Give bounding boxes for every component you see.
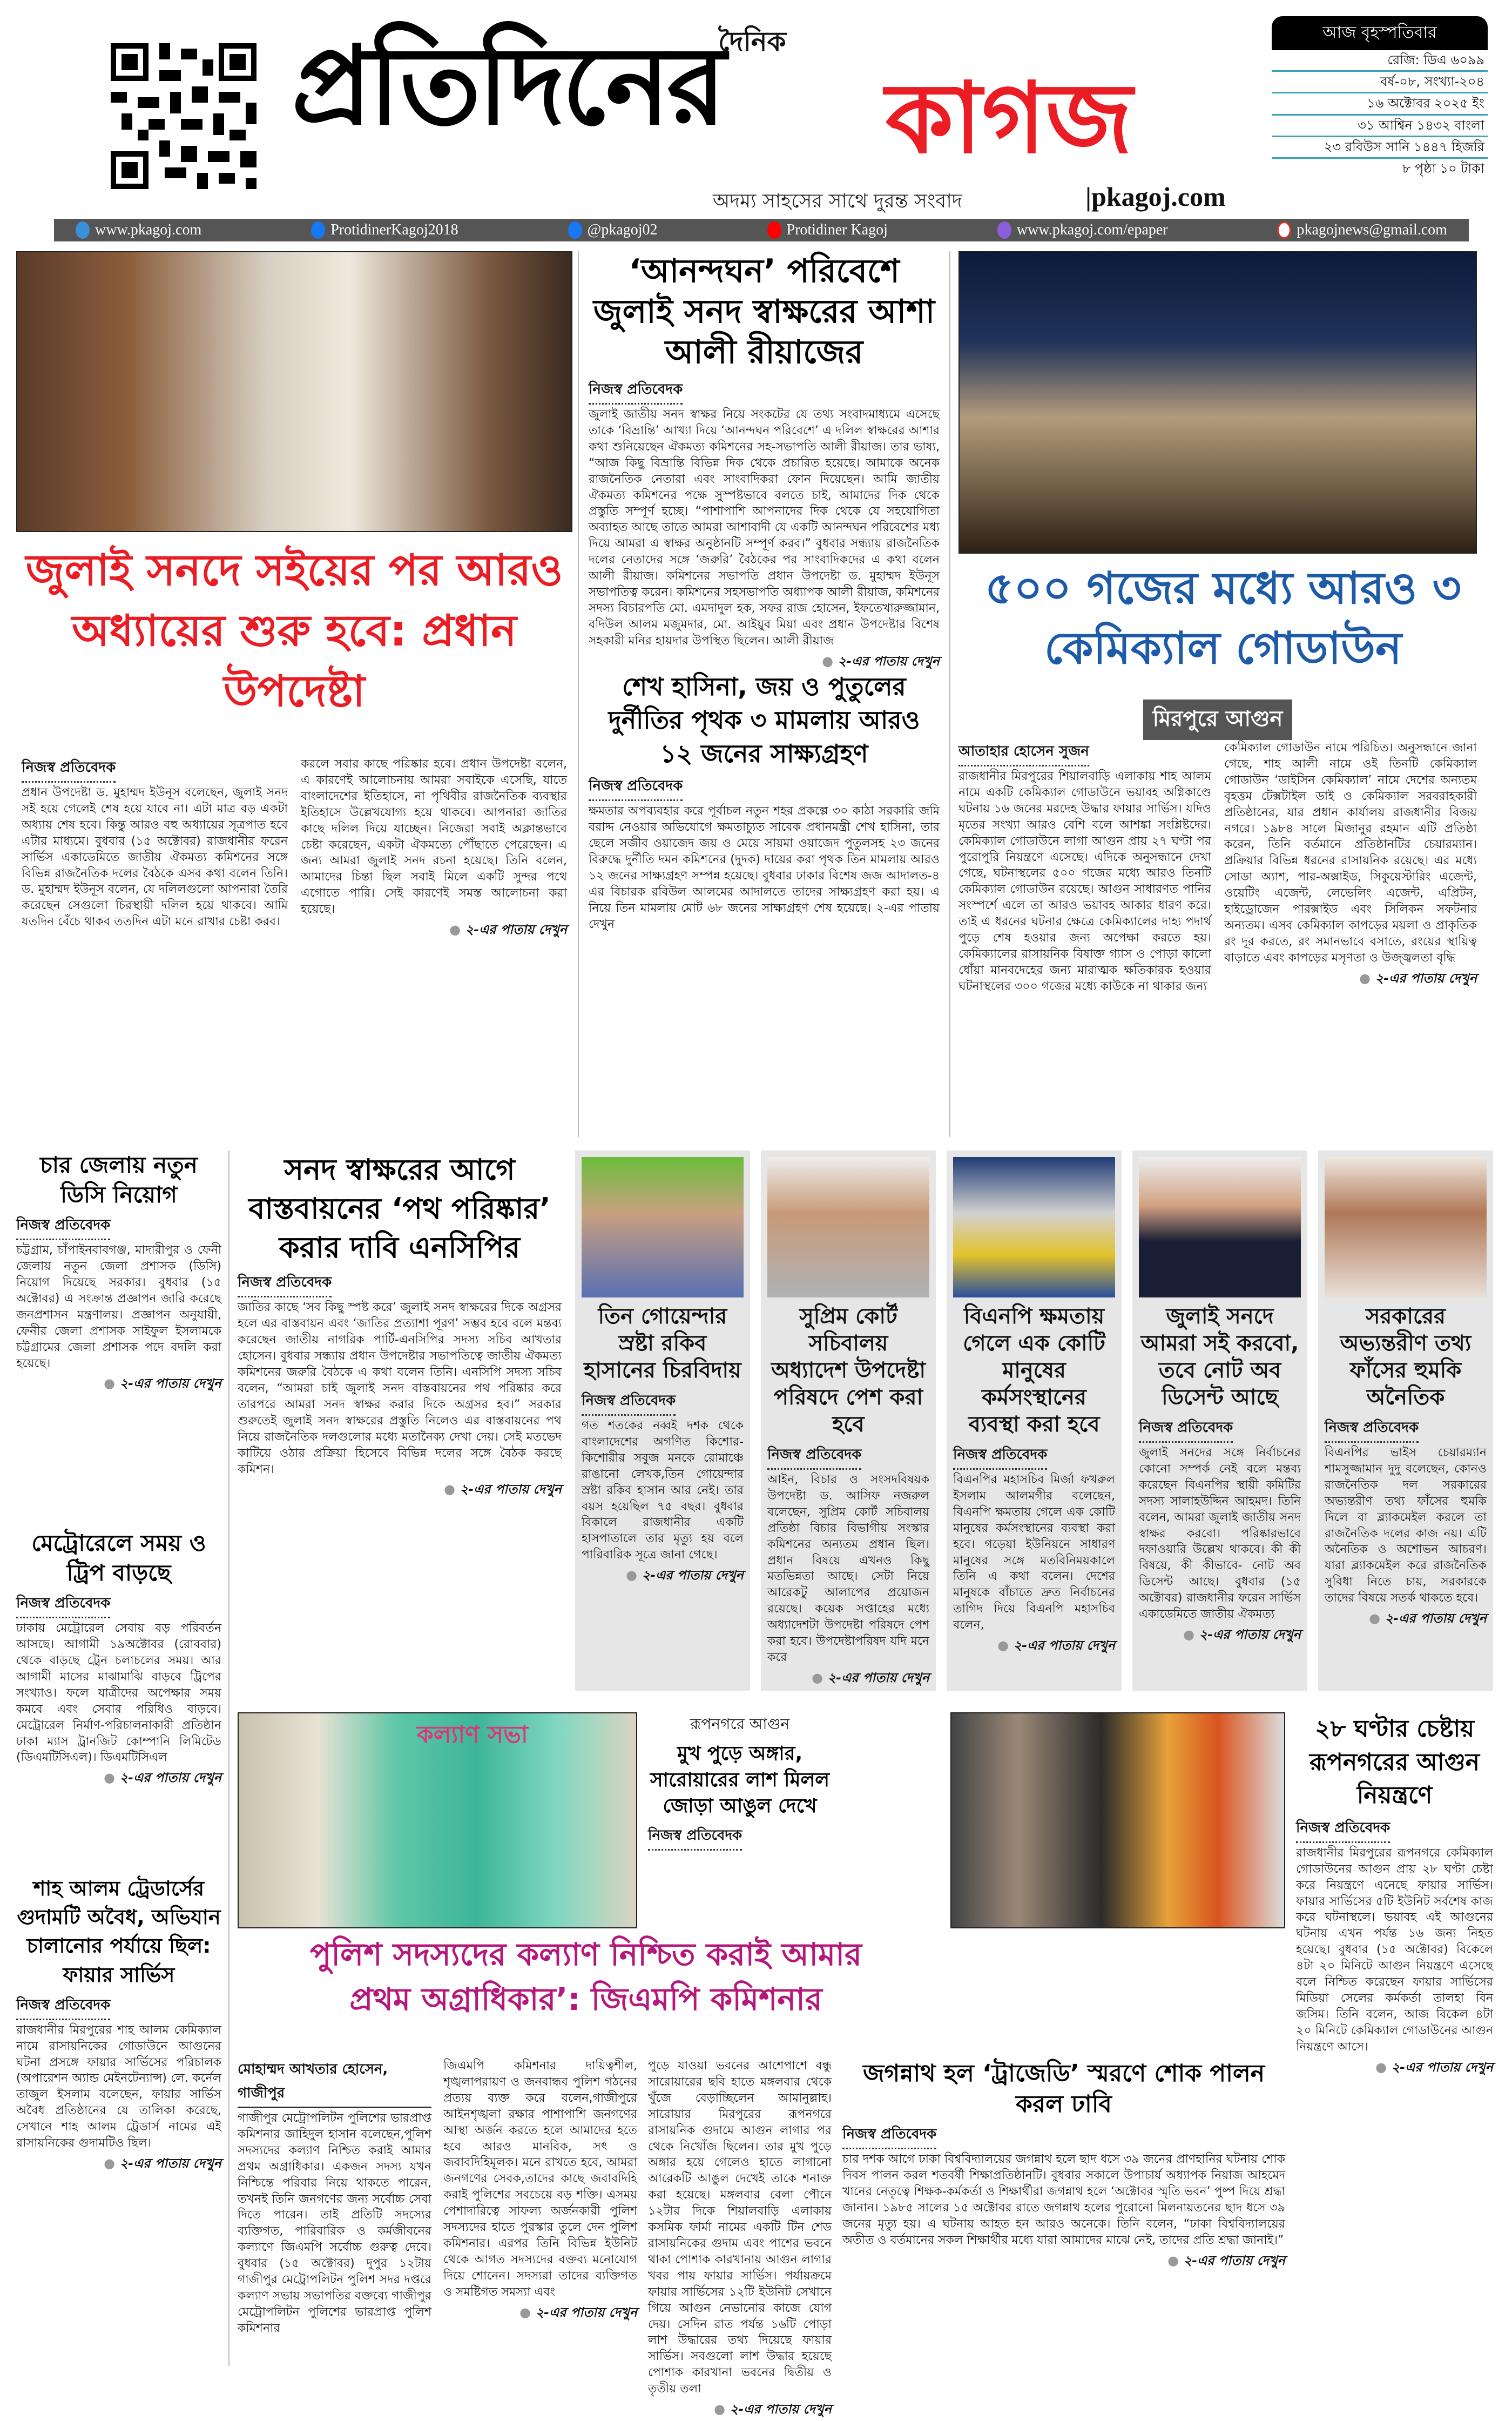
ncp-body: জাতির কাছে ‘সব কিছু স্পষ্ট করে’ জুলাই সনদ স্বাক্ষরের দিকে অগ্রসর হলে এর বাস্তবায়ন এবং ‘জাতির প্রত্যাশা পূরণ’ সম্ভব হবে বলে মন্তব্য করেছেন জাতীয় নাগরিক পার্টি-এনসিপির সদস্য সচিব আখতার হোসেন। বুধবার সন্ধ্যায় প্রধান উপদেষ্টার সভাপতিত্বে জাতীয় ঐকমত্য কমিশনের জরুরি বৈঠকে এ কথা বলেন তিনি। এনসিপি সদস্য সচিব বলেন, “আমরা চাই জুলাই সনদ বাস্তবায়নের পথ পরিষ্কার করে তারপরে আমরা সনদ স্বাক্ষর করার দিকে অগ্রসর হব।” সরকার শুরুতেই জুলাই সনদ স্বাক্ষরের প্রস্তুতি নিলেও এর বাস্তবায়নের পথ নিয়ে রাজনৈতিক দলগুলোর মধ্যে মতানৈক্য দেখা দেয়। সেই মতভেদ কাটিয়ে ওঠার প্রক্রিয়া হিসেবে বিভিন্ন দলের সঙ্গে বৈঠক করছে কমিশন। bbox=[238, 1301, 562, 1476]
metro-body: ঢাকায় মেট্রোরেল সেবায় বড় পরিবর্তন আসছে। আগামী ১৯অক্টোবর (রোববার) থেকে বাড়ছে ট্রেন চলাচলের সময়। আর আগামী মাসের মাঝামাঝি বাড়বে ট্রিপের সংখ্যাও। ফলে যাত্রীদের অপেক্ষার সময় কমবে এবং সেবার পরিধিও বাড়বে। মেট্রোরেল নির্মাণ-পরিচালনাকারী প্রতিষ্ঠান ঢাকা ম্যাস ট্রানজিট কোম্পানি লিমিটেড (ডিএমটিসিএল)। ডিএমটিসিএল bbox=[16, 1622, 221, 1765]
lead-body-col2: করলে সবার কাছে পরিষ্কার হবে। প্রধান উপদেষ্টা বলেন, এ কারণেই আলোচনায় আমরা সবাইকে এসেছি, যাতে বাংলাদেশের ইতিহাসে, না পৃথিবীর রাজনৈতিক ব্যবস্থার ইতিহাসে উল্লেখযোগ্য হয়ে থাকবে। আপনারা জাতির কাছে দলিল দিয়ে যাচ্ছেন। নিজেরা সবাই অক্লান্তভাবে চেষ্টা করেছেন, একটা ঐকমত্যে পৌঁছাতে পেরেছেন। এ জন্য আমরা জুলাই সনদ রচনা হয়েছে। তিনি বলেন, আমাদের চিন্তা ছিল সবাই মিলে একটি সুন্দর পথে এগোতে পারি। সেই কারণেই সমস্ত আলোচনা করা হয়েছে। bbox=[301, 757, 567, 917]
shahalam-body: রাজধানীর মিরপুরের শাহ আলম কেমিক্যাল নামে রাসায়নিকের গোডাউনে আগুনের ঘটনা প্রসঙ্গে ফায়ার সার্ভিসের পরিচালক (অপারেশন অ্যান্ড মেইনটেন্যান্স) লে. কর্নেল তাজুল ইসলাম বলেছেন, ফায়ার সার্ভিস অবৈধ প্রতিষ্ঠানের যে তালিকা করেছে, সেখানে শাহ আলম ট্রেডার্স নামের এই রাসায়নিকের গুদামটিও ছিল। bbox=[16, 2023, 221, 2150]
mirpur-fire-tag: মিরপুরে আগুন bbox=[1143, 700, 1293, 740]
card-byline: নিজস্ব প্রতিবেদক bbox=[767, 1443, 861, 1470]
anandaghan-body: জুলাই জাতীয় সনদ স্বাক্ষর নিয়ে সংকটের যে তথ্য সংবাদমাধ্যমে এসেছে তাকে ‘বিভ্রান্তি’ আখ্যা দিয়ে ‘আনন্দঘন পরিবেশে’ এ দলিল স্বাক্ষরের আশার কথা শুনিয়েছেন ঐকমত্য কমিশনের সহ-সভাপতি আলী রীয়াজ। তার ভাষ্য, “আজ কিছু বিভ্রান্তি বিভিন্ন দিক থেকে প্রচারিত হয়েছে। আমাকে অনেক রাজনৈতিক নেতারা এবং সাংবাদিকরা ফোন দিয়েছেন। আমি জাতীয় ঐকমত্য কমিশনের পক্ষে সুস্পষ্টভাবে বলতে চাই, আমাদের দিক থেকে প্রস্তুতি সম্পূর্ণ হচ্ছে। “পাশাপাশি আপনাদের দিক থেকে যে সহযোগিতা অব্যাহত আছে তাতে আমরা আশাবাদী যে একটি আনন্দঘন পরিবেশের মধ্য দিয়ে আমরা এ স্বাক্ষর অনুষ্ঠানটি সম্পূর্ণ করব।” বুধবার সন্ধ্যায় রাজনৈতিক দলের নেতাদের সঙ্গে ‘জরুরি’ বৈঠকের পর সাংবাদিকদের এ কথা বলেন আলী রীয়াজ। কমিশনের সভাপতি প্রধান উপদেষ্টা ড. মুহাম্মদ ইউনূস সভাপতিত্ব করেন। কমিশনের সহসভাপতি অধ্যাপক আলী রীয়াজ, কমিশনের সদস্য বিচারপতি মো. এমদাদুল হক, সফর রাজ হোসেন, ইফতেখারুজ্জামান, বদিউল আলম মজুমদার, মো. আইয়ুব মিয়া এবং প্রধান উপদেষ্টার বিশেষ সহকারী মনির হায়দার উপস্থিত ছিলেন। আলী রীয়াজ bbox=[589, 408, 940, 648]
shahalam-headline: শাহ আলম ট্রেডার্সের গুদামটি অবৈধ, অভিযান চালানোর পর্যায়ে ছিল: ফায়ার সার্ভিস bbox=[17, 1877, 221, 1987]
epaper-icon bbox=[997, 221, 1011, 239]
card-photo bbox=[1325, 1157, 1487, 1297]
card-info-leak bbox=[1318, 1151, 1493, 1691]
anandaghan-story bbox=[589, 251, 940, 669]
card-body: আইন, বিচার ও সংসদবিষয়ক উপদেষ্টা ড. আসিফ নজরুল বলেছেন, সুপ্রিম কোর্ট সচিবালয় প্রতিষ্ঠা বিচার বিভাগীয় সংস্কার কমিশনের অন্যতম প্রধান ছিল। প্রধান বিষয়ে এখনও কিছু মতভিন্নতা আছে। সেটা নিয়ে আরেকটু আলাপের প্রয়োজন রয়েছে। কয়েক সপ্তাহের মধ্যে অধ্যাদেশটা উপদেষ্টা পরিষদে পেশ করা হবে। উপদেষ্টাপরিষদ যদি মনে করে bbox=[767, 1473, 929, 1664]
jagannath-headline: জগন্নাথ হল ‘ট্রাজেডি’ স্মরণে শোক পালন করল ঢাবি bbox=[863, 2060, 1265, 2119]
jagannath-body: চার দশক আগে ঢাকা বিশ্ববিদ্যালয়ের জগন্নাথ হলে ছাদ ধসে ৩৯ জনের প্রাণহানির ঘটনায় শোক দিবস পালন করল শতবর্ষী শিক্ষাপ্রতিষ্ঠানটি। বুধবার সকালে উপাচার্য অধ্যাপক নিয়াজ আহমেদ খানের নেতৃত্বে শিক্ষক-কর্মকর্তা ও শিক্ষার্থীরা জগন্নাথ হলে ‘অক্টোবর স্মৃতি ভবন’ পুষ্প দিয়ে শ্রদ্ধা জানান। ১৯৮৫ সালের ১৫ অক্টোবর রাতে জগন্নাথ হলের পুরোনো মিলনায়তনের ছাদ ধসে ৩৯ জনের মৃত্যু হয়। এ ঘটনায় আহত হন আরও অনেকে। তিনি বলেন, “ঢাকা বিশ্ববিদ্যালয়ের অতীত ও বর্তমানের সকল শিক্ষার্থীর মধ্যে যারা আমাদের মাঝে নেই, তাদের প্রতি শ্রদ্ধা জানাই।” bbox=[842, 2153, 1285, 2247]
gmail-icon bbox=[1277, 221, 1291, 239]
dc-continue-link[interactable]: ● ২-এর পাতায় দেখুন bbox=[16, 1374, 221, 1395]
card-continue-link[interactable]: ● ২-এর পাতায় দেখুন bbox=[767, 1668, 929, 1690]
card-headline: সুপ্রিম কোর্ট সচিবালয় অধ্যাদেশ উপদেষ্টা পরিষদে পেশ করা হবে bbox=[771, 1304, 926, 1437]
card-body: গত শতকের নব্বই দশক থেকে বাংলাদেশের অগণিত কিশোর-কিশোরীর সবুজ মনকে রোমাঞ্চে রাঙানো লেখক,তিন গোয়েন্দার স্রষ্টা রকিব হাসান আর নেই। তার বয়স হয়েছিল ৭৫ বছর। বুধবার বিকালে রাজধানীর একটি হাসপাতালে তার মৃত্যু হয় বলে পারিবারিক সূত্রে জানা গেছে। bbox=[582, 1419, 744, 1562]
metro-story bbox=[16, 1529, 221, 1864]
metro-headline: মেট্রোরেলে সময় ও ট্রিপ বাড়ছে bbox=[31, 1530, 206, 1586]
social-link-website[interactable]: www.pkagoj.com bbox=[76, 221, 201, 239]
card-headline: বিএনপি ক্ষমতায় গেলে এক কোটি মানুষের কর্মসংস্থানের ব্যবস্থা করা হবে bbox=[963, 1304, 1105, 1437]
ncp-story bbox=[238, 1151, 562, 1702]
28hours-story bbox=[1296, 1712, 1493, 2366]
social-link-youtube[interactable]: Protidiner Kagoj bbox=[767, 221, 888, 239]
jagannath-byline: নিজস্ব প্রতিবেদক bbox=[842, 2123, 936, 2149]
dc-body: চট্টগ্রাম, চাঁপাইনবাবগঞ্জ, মাদারীপুর ও ফেনী জেলায় নতুন জেলা প্রশাসক (ডিসি) নিয়োগ দিয়েছে সরকার। বুধবার (১৫ অক্টোবর) এ সংক্রান্ত প্রজ্ঞাপন জারি করেছে জনপ্রশাসন মন্ত্রণালয়। প্রজ্ঞাপন অনুযায়ী, ফেনীর জেলা প্রশাসক সাইফুল ইসলামকে চট্টগ্রামের জেলা প্রশাসক পদে বদলি করা হয়েছে। bbox=[16, 1243, 221, 1370]
police-body-col2: জিএমপি কমিশনার দায়িত্বশীল, শৃঙ্খলাপরায়ণ ও জনবান্ধব পুলিশ গঠনের প্রত্যয় ব্যক্ত করে বলেন,গাজীপুরে আইনশৃঙ্খলা রক্ষার পাশাপাশি জনগণের আস্থা অর্জন করতে হলে আমাদের হতে হবে আরও মানবিক, সৎ ও জবাবদিহিমূলক। মনে রাখতে হবে, আমরা জনগণের সেবক,তাদের কাছে জবাবদিহি করাই পুলিশের সবচেয়ে বড় শক্তি। এসময় পেশাদারিত্বে সাফল্য অর্জনকারী পুলিশ সদস্যদের হাতে পুরস্কার তুলে দেন পুলিশ কমিশনার। এরপর তিনি বিভিন্ন ইউনিট থেকে আগত সদস্যদের বক্তব্য মনোযোগ দিয়ে শোনেন। সদস্যরা তাদের ব্যক্তিগত ও সমষ্টিগত সমস্যা এবং bbox=[443, 2059, 637, 2299]
rupnagar-body-wrap bbox=[648, 2058, 832, 2417]
qr-code bbox=[105, 38, 262, 194]
hasina-byline: নিজস্ব প্রতিবেদক bbox=[589, 775, 683, 801]
metro-continue-link[interactable]: ● ২-এর পাতায় দেখুন bbox=[16, 1768, 221, 1790]
facebook-icon bbox=[311, 221, 325, 239]
card-headline: সরকারের অভ্যন্তরীণ তথ্য ফাঁসের হুমকি অনৈতিক bbox=[1340, 1304, 1472, 1410]
jagannath-photo bbox=[950, 1712, 1285, 1928]
metro-byline: নিজস্ব প্রতিবেদক bbox=[16, 1592, 110, 1618]
card-body: জুলাই সনদের সঙ্গে নির্বাচনের কোনো সম্পর্ক নেই বলে মন্তব্য করেছেন বিএনপির স্থায়ী কমিটির সদস্য সালাহউদ্দিন আহমদ। তিনি বলেন, আমরা জুলাই জাতীয় সনদ স্বাক্ষর করবো। পরিষ্কারভাবে দফাওয়ারি উল্লেখ থাকবে। কী কী বিষয়ে, কী কীভাবে- নোট অব ডিসেন্ট আছে। বুধবার (১৫ অক্টোবর) রাজধানীর ফরেন সার্ভিস একাডেমিতে জাতীয় ঐকমত্য bbox=[1139, 1446, 1301, 1622]
28hours-headline: ২৮ ঘণ্টার চেষ্টায় রূপনগরের আগুন নিয়ন্ত্রণে bbox=[1309, 1715, 1480, 1810]
card-byline: নিজস্ব প্রতিবেদক bbox=[1325, 1416, 1419, 1443]
police-body-col1: গাজীপুর মেট্রোপলিটন পুলিশের ভারপ্রাপ্ত কমিশনার জাহিদুল হাসান বলেছেন,পুলিশ সদস্যদের কল্যাণ নিশ্চিত করাই আমার প্রথম অগ্রাধিকার। একজন সদস্য যখন নিশ্চিন্তে পরিবার নিয়ে থাকতে পারেন, তখনই তিনি জনগণের জন্য সর্বোচ্চ সেবা দিতে পারেন। তাই প্রতিটি সদস্যের ব্যক্তিগত, পারিবারিক ও কর্মজীবনের কল্যাণে জিএমপি সর্বোচ্চ গুরুত্ব দেবে। বুধবার (১৫ অক্টোবর) দুপুর ১২টায় গাজীপুর মেট্রোপলিটন পুলিশ সদর দপ্তরে কল্যাণ সভায় সভাপতির বক্তব্যে গাজীপুর মেট্রোপলিটন পুলিশের ভারপ্রাপ্ত পুলিশ কমিশনার bbox=[238, 2111, 431, 2335]
lead-body-col1: প্রধান উপদেষ্টা ড. মুহাম্মদ ইউনূস বলেছেন, জুলাই সনদ সই হয়ে গেলেই শেষ হয়ে যাবে না। এটা মাত্র বড় একটা অধ্যায় শেষ হবে। কিন্তু আরও বহু অধ্যায়ের সূত্রপাত হবে এটার মাধ্যমে। বুধবার (১৫ অক্টোবর) রাজধানীর ফরেন সার্ভিস একাডেমিতে জাতীয় ঐকমত্য কমিশনের সঙ্গে বিভিন্ন রাজনৈতিক দলের বৈঠকে এসব কথা বলেন তিনি। ড. মুহাম্মদ ইউনূস বলেন, যে দলিলগুলো আপনারা তৈরি করেছেন সেগুলো চিরস্থায়ী দলিল হয়ে থাকবে। আমি যতদিন বেঁচে থাকব ততদিন এটা মনে রাখার চেষ্টা করব। bbox=[22, 786, 288, 929]
police-photo-banner: কল্যাণ সভা bbox=[417, 1721, 528, 1749]
jagannath-story bbox=[842, 2058, 1285, 2366]
ncp-byline: নিজস্ব প্রতিবেদক bbox=[238, 1271, 332, 1297]
police-byline: মোহাম্মদ আখতার হোসেন, গাজীপুর bbox=[238, 2058, 431, 2108]
500gaj-body-col1: রাজধানীর মিরপুরের শিয়ালবাড়ি এলাকায় শাহ আলম নামে একটি কেমিক্যাল গোডাউনে ভয়াবহ অগ্নিকাণ্ডে ঘটনায় ১৬ জনের মরদেহ উদ্ধার ফায়ার সার্ভিস। যদিও মৃতের সংখ্যা আরও বেশি বলে আশঙ্কা সংশ্লিষ্টদের। কেমিক্যাল গোডাউনে লাগা আগুন প্রায় ২৭ ঘণ্টা পর পুরোপুরি নিয়ন্ত্রণে এসেছে। এদিকে অনুসন্ধানে দেখা গেছে, ঘটনাস্থলের ৫০০ গজের মধ্যে আরও তিনটি কেমিক্যাল গোডাউন রয়েছে। আগুন সাধারণত পানির সংস্পর্শে এলে তা আরও ভয়াবহ আকার ধারণ করে। তাই এ ধরনের ঘটনার ক্ষেত্রে কেমিক্যালের দাহ্য পদার্থ পুড়ে শেষ হওয়ার জন্য অপেক্ষা করতে হয়। কেমিক্যালের রাসায়নিক বিষাক্ত গ্যাস ও পোড়া কালো ধোঁয়া মানবদেহের জন্য মারাত্মক ক্ষতিকারক হওয়ার ঘটনাস্থলের ৩০০ গজের মধ্যে কাউকে না থাকার জন্য bbox=[959, 770, 1211, 993]
card-body: বিএনপির মহাসচিব মির্জা ফখরুল ইসলাম আলমগীর বলেছেন, বিএনপি ক্ষমতায় গেলে এক কোটি মানুষের কর্মসংস্থানের ব্যবস্থা করা হবে। গড়েয়া ইউনিয়নে সাধারণ মানুষের সঙ্গে মতবিনিময়কালে তিনি এ কথা বলেন। দেশের মানুষকে বাঁচাতে দ্রুত নির্বাচনের তাগিদ দিয়ে বিএনপি মহাসচিব বলেন, bbox=[953, 1473, 1115, 1632]
lead-byline: নিজস্ব প্রতিবেদক bbox=[22, 756, 116, 783]
card-byline: নিজস্ব প্রতিবেদক bbox=[1139, 1416, 1233, 1443]
card-byline: নিজস্ব প্রতিবেদক bbox=[582, 1389, 676, 1416]
rupnagar-kicker: রূপনগরে আগুন bbox=[690, 1715, 790, 1733]
facebook-icon bbox=[568, 221, 582, 239]
issue-date-hijri: ২৩ রবিউস সানি ১৪৪৭ হিজরি bbox=[1272, 137, 1488, 159]
anandaghan-continue-link[interactable]: ● ২-এর পাতায় দেখুন bbox=[589, 651, 940, 673]
social-link-epaper[interactable]: www.pkagoj.com/epaper bbox=[997, 221, 1168, 239]
dc-headline: চার জেলায় নতুন ডিসি নিয়োগ bbox=[40, 1152, 198, 1208]
card-continue-link[interactable]: ● ২-এর পাতায় দেখুন bbox=[582, 1565, 744, 1587]
tagline: অদম্য সাহসের সাথে দুরন্ত সংবাদ bbox=[713, 190, 962, 212]
logo-title-black: প্রতিদিনের bbox=[292, 23, 723, 149]
ncp-headline: সনদ স্বাক্ষরের আগে বাস্তবায়নের ‘পথ পরিষ্কার’ করার দাবি এনসিপির bbox=[248, 1153, 551, 1265]
card-headline: জুলাই সনদে আমরা সই করবো, তবে নোট অব ডিসেন্ট আছে bbox=[1140, 1304, 1299, 1410]
social-bar bbox=[54, 219, 1469, 241]
card-photo bbox=[767, 1157, 929, 1297]
column-divider bbox=[949, 251, 950, 1137]
column-divider bbox=[228, 1151, 230, 2366]
issue-reg: রেজি: ডিএ ৬০৯৯ bbox=[1272, 50, 1488, 72]
28hours-byline: নিজস্ব প্রতিবেদক bbox=[1296, 1817, 1390, 1843]
anandaghan-byline: নিজস্ব প্রতিবেদক bbox=[589, 378, 683, 405]
500gaj-body-col2: কেমিক্যাল গোডাউন নামে পরিচিত। অনুসন্ধানে জানা গেছে, শাহ আলী নামে ওই তিনটি কেমিক্যাল গোডাউন ‘ডাইসিন কেমিক্যাল’ নামে দেশের অন্যতম বৃহত্তম টেক্সটাইল ডাই ও কেমিক্যাল সরবরাহকারী প্রতিষ্ঠানের, যার প্রধান কার্যালয় রাজধানীর বিজয় নগরে। ১৯৮৪ সালে মিজানুর রহমান এটি প্রতিষ্ঠা করেন, তিনি বর্তমানে প্রতিষ্ঠানটির চেয়ারম্যান। প্রক্রিয়ার বিভিন্ন ধরনের রাসায়নিক রয়েছে। এর মধ্যে সোডা অ্যাশ, পার-অক্সাইড, সিকুয়েস্টারিং এজেন্ট, ওয়েটিং এজেন্ট, লেভেলিং এজেন্ট, এপ্রিটন, হাইড্রোজেন পারক্সাইড এবং সিলিকন সফটনার অন্যতম। এসব কেমিক্যাল কাপড়ের ময়লা ও প্রাকৃতিক রং দূর করতে, রং সমানভাবে বসাতে, রংয়ের স্থায়িত্ব বাড়াতে এবং কাপড়ের মসৃণতা ও উজ্জ্বলতা বৃদ্ধি bbox=[1224, 741, 1477, 965]
500gaj-continue-link[interactable]: ● ২-এর পাতায় দেখুন bbox=[1224, 969, 1477, 990]
police-headline: পুলিশ সদস্যদের কল্যাণ নিশ্চিত করাই আমার প্রথম অগ্রাধিকার’: জিএমপি কমিশনার bbox=[310, 1936, 862, 2018]
card-bnp-jobs bbox=[947, 1151, 1122, 1691]
lead-headline: জুলাই সনদে সইয়ের পর আরও অধ্যায়ের শুরু হবে: প্রধান উপদেষ্টা bbox=[25, 545, 563, 716]
rupnagar-headline: মুখ পুড়ে অঙ্গার, সারোয়ারের লাশ মিলল জোড়া আঙুল দেখে bbox=[650, 1743, 830, 1818]
card-photo bbox=[953, 1157, 1115, 1297]
police-continue-link[interactable]: ● ২-এর পাতায় দেখুন bbox=[443, 2303, 637, 2324]
rupnagar-story bbox=[648, 1712, 832, 1928]
card-photo bbox=[1139, 1157, 1301, 1297]
police-photo bbox=[238, 1712, 637, 1928]
500gaj-headline: ৫০০ গজের মধ্যে আরও ৩ কেমিক্যাল গোডাউন bbox=[985, 563, 1461, 674]
card-headline: তিন গোয়েন্দার স্রষ্টা রকিব হাসানের চিরবিদায় bbox=[584, 1304, 741, 1383]
card-continue-link[interactable]: ● ২-এর পাতায় দেখুন bbox=[1325, 1609, 1487, 1630]
ncp-continue-link[interactable]: ● ২-এর পাতায় দেখুন bbox=[238, 1480, 562, 1501]
globe-icon bbox=[76, 221, 90, 239]
issue-day: আজ বৃহস্পতিবার bbox=[1272, 16, 1488, 50]
logo-dainik: দৈনিক bbox=[718, 26, 786, 57]
rupnagar-body: পুড়ে যাওয়া ভবনের আশেপাশে বন্ধু সারোয়ারের ছবি হাতে মঙ্গলবার থেকে খুঁজে বেড়াচ্ছিলেন আমানুল্লাহ। সারোয়ার মিরপুরের রূপনগরে রাসায়নিক গুদামে আগুন লাগার পর থেকে নিখোঁজ ছিলেন। তার মুখ পুড়ে অঙ্গার হয়ে গেলেও হাতে লাগানো আরেকটি আঙুল দেখেই তাকে শনাক্ত করা হয়েছে। মঙ্গলবার বেলা পৌনে ১২টার দিকে শিয়ালবাড়ি এলাকায় কসমিক ফার্মা নামের একটি টিন শেড রাসায়নিকের গুদাম এবং পাশের ভবনে থাকা পোশাক কারখানায় আগুন লাগার খবর পায় ফায়ার সার্ভিস। পর্যায়ক্রমে ফায়ার সার্ভিসের ১২টি ইউনিট সেখানে গিয়ে আগুন নেভানোর কাজে যোগ দেয়। সেদিন রাত পর্যন্ত ১৬টি পোড়া লাশ উদ্ধারের তথ্য দিয়েছে ফায়ার সার্ভিস। সবগুলো লাশ উদ্ধার হয়েছে পোশাক কারখানা ভবনের দ্বিতীয় ও তৃতীয় তলা bbox=[648, 2059, 832, 2396]
shahalam-continue-link[interactable]: ● ২-এর পাতায় দেখুন bbox=[16, 2154, 221, 2175]
mirpur-fire-photo bbox=[959, 251, 1477, 554]
social-link-facebook-page[interactable]: ProtidinerKagoj2018 bbox=[311, 221, 458, 239]
card-photo bbox=[582, 1157, 744, 1297]
mirpur-fire-tag-wrap bbox=[959, 700, 1477, 740]
issue-date-english: ১৬ অক্টোবর ২০২৫ ইং bbox=[1272, 93, 1488, 115]
card-continue-link[interactable]: ● ২-এর পাতায় দেখুন bbox=[953, 1636, 1115, 1657]
28hours-body: রাজধানীর মিরপুরের রূপনগরে কেমিক্যাল গোডাউনের আগুন প্রায় ২৮ ঘণ্টা চেষ্টা করে নিয়ন্ত্রণে এনেছে ফায়ার সার্ভিস। ফায়ার সার্ভিসের ৫টি ইউনিট সর্বশেষ কাজ করে ঘটনাস্থলে। ভয়াবহ এই আগুনের ঘটনায় এখন পর্যন্ত ১৬ জন্য নিহত হয়েছে। বুধবার (১৫ অক্টোবর) বিকেলে ৪টা ২০ মিনিটে আগুন নিয়ন্ত্রণে এসেছে বলে নিশ্চিত করেছেন ফায়ার সার্ভিসের মিডিয়া সেলের কর্মকর্তা তালহা বিন জসিম। তিনি বলেন, আজ বিকেল ৪টা ২০ মিনিটে কেমিক্যাল গোডাউনের আগুন নিয়ন্ত্রণে আসে। bbox=[1296, 1846, 1493, 2054]
shahalam-byline: নিজস্ব প্রতিবেদক bbox=[16, 1994, 110, 2020]
logo-title-red: কাগজ bbox=[886, 62, 1133, 175]
issue-pages-price: ৮ পৃষ্ঠা ১০ টাকা bbox=[1402, 160, 1484, 176]
500gaj-story bbox=[959, 740, 1477, 1134]
issue-volume: বর্ষ-০৮, সংখ্যা-২০৪ bbox=[1272, 72, 1488, 93]
card-continue-link[interactable]: ● ২-এর পাতায় দেখুন bbox=[1139, 1625, 1301, 1646]
issue-info-box bbox=[1272, 16, 1488, 179]
column-divider bbox=[578, 251, 579, 1137]
card-note-of-dissent bbox=[1132, 1151, 1307, 1691]
site-url[interactable]: |pkagoj.com bbox=[1085, 181, 1226, 212]
social-link-facebook-handle[interactable]: @pkagoj02 bbox=[568, 221, 658, 239]
social-link-email[interactable]: pkagojnews@gmail.com bbox=[1277, 221, 1447, 239]
card-row bbox=[575, 1151, 1493, 1691]
hasina-story bbox=[589, 670, 940, 1134]
rupnagar-byline: নিজস্ব প্রতিবেদক bbox=[648, 1824, 742, 1851]
hasina-headline: শেখ হাসিনা, জয় ও পুতুলের দুর্নীতির পৃথক ৩ মামলায় আরও ১২ জনের সাক্ষ্যগ্রহণ bbox=[608, 672, 920, 769]
hasina-body: ক্ষমতার অপব্যবহার করে পূর্বাচল নতুন শহর প্রকল্পে ৩০ কাঠা সরকারি জমি বরাদ্দ নেওয়ার অভিযোগে ক্ষমতাচ্যুত সাবেক প্রধানমন্ত্রী শেখ হাসিনা, তার ছেলে সজীব ওয়াজেদ জয় ও মেয়ে সায়মা ওয়াজেদ পুতুলসহ ২৩ জনের বিরুদ্ধে দুর্নীতি দমন কমিশনের (দুদক) দায়ের করা পৃথক তিন মামলায় আরও ১২ জনের সাক্ষ্যগ্রহণ সম্পন্ন হয়েছে। বুধবার ঢাকার বিশেষ জজ আদালত-৪ এর বিচারক রবিউল আলমের আদালতে তাদের সাক্ষ্যগ্রহণ করা হয়। এ নিয়ে তিন মামলায় মোট ৬৮ জনের সাক্ষ্যগ্রহণ শেষ হয়েছে। ২-এর পাতায় দেখুন bbox=[589, 804, 940, 931]
rupnagar-continue-link[interactable]: ● ২-এর পাতায় দেখুন bbox=[648, 2399, 832, 2421]
28hours-continue-link[interactable]: ● ২-এর পাতায় দেখুন bbox=[1296, 2057, 1493, 2079]
dc-story bbox=[16, 1151, 221, 1518]
dc-byline: নিজস্ব প্রতিবেদক bbox=[16, 1214, 110, 1240]
lead-continue-link[interactable]: ● ২-এর পাতায় দেখুন bbox=[301, 920, 567, 942]
lead-photo bbox=[16, 251, 572, 532]
police-story bbox=[238, 2058, 637, 2366]
500gaj-byline: আতাহার হোসেন সুজন bbox=[959, 740, 1089, 766]
card-body: বিএনপির ভাইস চেয়ারম্যান শামসুজ্জামান দুদু বলেছেন, কোনও রাজনৈতিক দল সরকারের অভ্যন্তরীণ তথ্য ফাঁসের হুমকি দিলে বা ব্ল্যাকমেইল করলে তা রাজনৈতিক দলের কাজ নয়। এটি অনৈতিক ও অশোভন আচরণ। যারা ব্ল্যাকমেইল করে রাজনৈতিক সুবিধা নিতে চায়, সরকারকে তাদের বিষয়ে সতর্ক থাকতে হবে। bbox=[1325, 1446, 1487, 1605]
card-byline: নিজস্ব প্রতিবেদক bbox=[953, 1443, 1047, 1470]
issue-date-bangla: ৩১ আশ্বিন ১৪৩২ বাংলা bbox=[1272, 116, 1488, 137]
card-rakib-hasan bbox=[575, 1151, 750, 1691]
shahalam-story bbox=[16, 1874, 221, 2361]
jagannath-continue-link[interactable]: ● ২-এর পাতায় দেখুন bbox=[842, 2251, 1285, 2272]
lead-story bbox=[22, 756, 567, 1134]
card-supreme-court bbox=[761, 1151, 936, 1691]
anandaghan-headline: ‘আনন্দঘন’ পরিবেশে জুলাই সনদ স্বাক্ষরের আশা আলী রীয়াজের bbox=[593, 252, 935, 371]
youtube-icon bbox=[767, 221, 781, 239]
